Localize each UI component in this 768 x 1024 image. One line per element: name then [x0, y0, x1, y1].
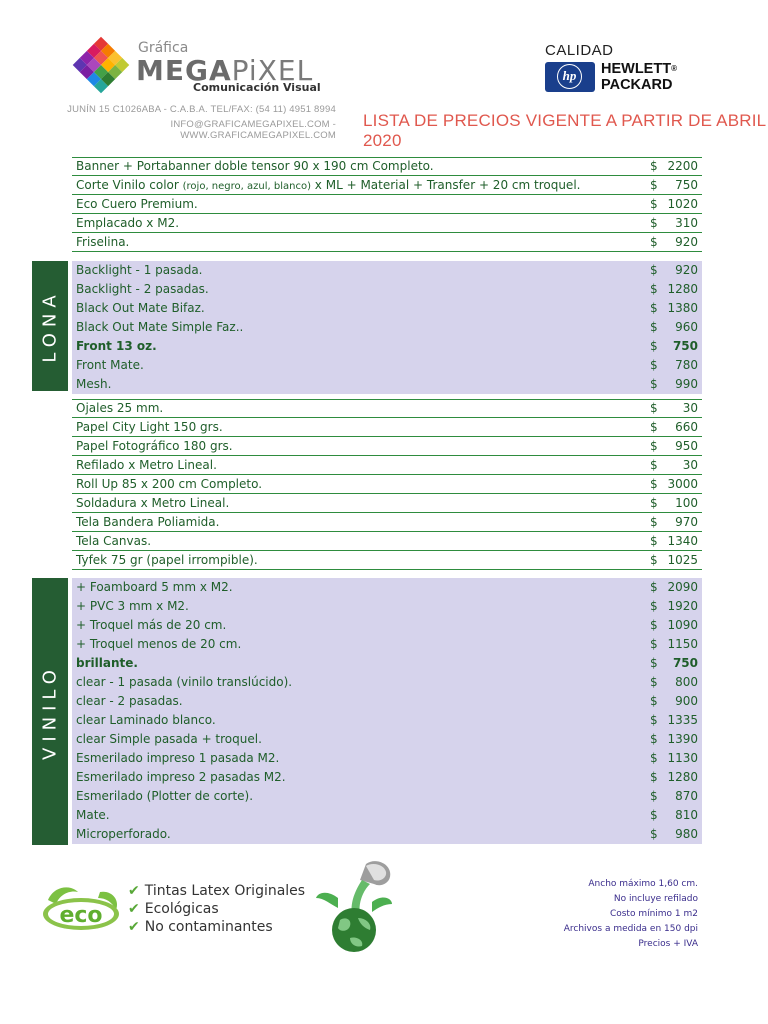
currency-symbol: $ — [650, 496, 658, 510]
item-label — [76, 496, 229, 510]
item-label — [76, 339, 157, 353]
currency-symbol: $ — [650, 827, 658, 841]
item-label-text: clear - 1 pasada (vinilo translúcido). — [76, 675, 293, 689]
item-label — [76, 235, 129, 249]
currency-symbol: $ — [650, 637, 658, 651]
currency-symbol: $ — [650, 789, 658, 803]
item-price: 2200 — [667, 159, 698, 173]
hp-badge-text: hp — [557, 64, 582, 89]
price-row — [72, 787, 702, 806]
item-label-text: Papel City Light 150 grs. — [76, 420, 223, 434]
currency-symbol: $ — [650, 770, 658, 784]
item-price: 1280 — [667, 282, 698, 296]
item-label — [76, 320, 243, 334]
price-list-title: LISTA DE PRECIOS VIGENTE A PARTIR DE ABRIL 2020 — [363, 111, 766, 150]
item-price: 1130 — [667, 751, 698, 765]
check-icon: ✔ — [128, 919, 140, 935]
price-row — [72, 261, 702, 280]
currency-symbol: $ — [650, 263, 658, 277]
hp-logo-icon — [545, 62, 595, 92]
item-price: 1025 — [667, 553, 698, 567]
item-label — [76, 515, 219, 529]
hp-registered: ® — [671, 64, 677, 73]
currency-symbol: $ — [650, 159, 658, 173]
item-price: 750 — [672, 656, 698, 670]
currency-symbol: $ — [650, 377, 658, 391]
item-label-text: Refilado x Metro Lineal. — [76, 458, 217, 472]
item-price: 970 — [675, 515, 698, 529]
item-label-text: Backlight - 2 pasadas. — [76, 282, 209, 296]
item-label — [76, 732, 262, 746]
item-price: 920 — [675, 263, 698, 277]
price-row — [72, 337, 702, 356]
currency-symbol: $ — [650, 178, 658, 192]
item-label — [76, 637, 241, 651]
item-label-text: Tela Bandera Poliamida. — [76, 515, 220, 529]
price-row — [72, 654, 702, 673]
item-price: 1090 — [667, 618, 698, 632]
item-price: 2090 — [667, 580, 698, 594]
currency-symbol: $ — [650, 216, 658, 230]
item-label — [76, 580, 233, 594]
item-price: 660 — [675, 420, 698, 434]
item-label-text: + Troquel menos de 20 cm. — [76, 637, 242, 651]
feature-item — [128, 918, 305, 936]
green-globe-icon — [314, 858, 394, 954]
price-row — [72, 437, 702, 456]
note-line: Costo mínimo 1 m2 — [609, 909, 698, 919]
note-line: Ancho máximo 1,60 cm. — [588, 879, 698, 889]
item-label-note: (rojo, negro, azul, blanco) — [182, 181, 311, 192]
price-row — [72, 768, 702, 787]
item-label-text: Corte Vinilo color — [76, 178, 183, 192]
item-label-text: Microperforado. — [76, 827, 171, 841]
price-row — [72, 494, 702, 513]
currency-symbol: $ — [650, 751, 658, 765]
item-price: 750 — [675, 178, 698, 192]
section-lona — [32, 261, 68, 391]
conditions-notes — [520, 877, 698, 952]
section-vinilo-label: VINILO — [39, 663, 61, 760]
item-label-text: Ojales 25 mm. — [76, 401, 164, 415]
item-price: 1390 — [667, 732, 698, 746]
logo-wordmark-bold: MEGA — [136, 54, 232, 87]
item-price: 990 — [675, 377, 698, 391]
price-row — [72, 375, 702, 394]
item-price: 1150 — [667, 637, 698, 651]
price-row — [72, 475, 702, 494]
item-label — [76, 618, 226, 632]
contact-line: INFO@GRAFICAMEGAPIXEL.COM - WWW.GRAFICAMEGAPIXEL.COM — [170, 119, 336, 141]
price-row — [72, 806, 702, 825]
item-label-text: + Foamboard 5 mm x M2. — [76, 580, 233, 594]
currency-symbol: $ — [650, 358, 658, 372]
item-label — [76, 713, 216, 727]
item-price: 900 — [675, 694, 698, 708]
item-price: 800 — [675, 675, 698, 689]
item-label — [76, 197, 198, 211]
price-row — [72, 692, 702, 711]
section-vinilo — [32, 578, 68, 845]
item-label — [76, 178, 580, 192]
check-icon: ✔ — [128, 883, 140, 899]
item-price: 30 — [682, 458, 698, 472]
hp-line1: HEWLETT — [601, 61, 672, 77]
currency-symbol: $ — [650, 534, 658, 548]
item-label — [76, 358, 144, 372]
currency-symbol: $ — [650, 732, 658, 746]
item-label-text: + PVC 3 mm x M2. — [76, 599, 189, 613]
currency-symbol: $ — [650, 808, 658, 822]
item-label — [76, 401, 163, 415]
item-label — [76, 159, 434, 173]
item-price: 1335 — [667, 713, 698, 727]
price-row — [72, 532, 702, 551]
logo-subtitle: Comunicación Visual — [193, 81, 321, 94]
section-lona-label: LONA — [39, 289, 61, 363]
currency-symbol: $ — [650, 656, 658, 670]
price-row — [72, 711, 702, 730]
currency-symbol: $ — [650, 477, 658, 491]
item-price: 780 — [675, 358, 698, 372]
item-label-text: Eco Cuero Premium. — [76, 197, 198, 211]
item-price: 810 — [675, 808, 698, 822]
item-label-text: clear Simple pasada + troquel. — [76, 732, 262, 746]
item-price: 1020 — [667, 197, 698, 211]
item-price: 960 — [675, 320, 698, 334]
item-label-text: Mate. — [76, 808, 110, 822]
note-line: Archivos a medida en 150 dpi — [563, 924, 698, 934]
eco-logo-icon — [40, 882, 122, 934]
note-line: No incluye refilado — [613, 894, 698, 904]
item-label — [76, 458, 217, 472]
price-row — [72, 399, 702, 418]
item-price: 310 — [675, 216, 698, 230]
logo-wordmark-light: PiXEL — [231, 54, 314, 87]
feature-text: Ecológicas — [144, 901, 219, 917]
item-label — [76, 301, 205, 315]
currency-symbol: $ — [650, 301, 658, 315]
item-label — [76, 534, 151, 548]
item-label — [76, 770, 286, 784]
calidad-label: CALIDAD — [545, 42, 614, 59]
price-row — [72, 749, 702, 768]
currency-symbol: $ — [650, 339, 658, 353]
currency-symbol: $ — [650, 675, 658, 689]
currency-symbol: $ — [650, 420, 658, 434]
currency-symbol: $ — [650, 515, 658, 529]
item-label — [76, 694, 183, 708]
megapixel-logo-icon — [72, 36, 130, 94]
currency-symbol: $ — [650, 458, 658, 472]
feature-item — [128, 900, 305, 918]
feature-item — [128, 882, 305, 900]
item-price: 30 — [682, 401, 698, 415]
item-label-text: Banner + Portabanner doble tensor 90 x 190 cm Completo. — [76, 159, 434, 173]
price-row — [72, 176, 702, 195]
item-price: 950 — [675, 439, 698, 453]
item-label — [76, 439, 233, 453]
price-row — [72, 635, 702, 654]
currency-symbol: $ — [650, 401, 658, 415]
price-row — [72, 456, 702, 475]
price-row — [72, 299, 702, 318]
item-label-text: Esmerilado impreso 2 pasadas M2. — [76, 770, 286, 784]
currency-symbol: $ — [650, 439, 658, 453]
item-price: 1920 — [667, 599, 698, 613]
currency-symbol: $ — [650, 694, 658, 708]
item-label-text: clear - 2 pasadas. — [76, 694, 183, 708]
item-price: 3000 — [667, 477, 698, 491]
price-row — [72, 551, 702, 570]
currency-symbol: $ — [650, 580, 658, 594]
item-label — [76, 420, 223, 434]
item-price: 920 — [675, 235, 698, 249]
item-price: 980 — [675, 827, 698, 841]
item-label — [76, 656, 138, 670]
price-row — [72, 233, 702, 252]
item-label-text: Black Out Mate Simple Faz.. — [76, 320, 244, 334]
item-label-text: Tyfek 75 gr (papel irrompible). — [76, 553, 258, 567]
item-label-text: Backlight - 1 pasada. — [76, 263, 203, 277]
address-line: JUNÍN 15 C1026ABA - C.A.B.A. TEL/FAX: (54 11) 4951 8994 — [67, 104, 336, 115]
item-label — [76, 751, 279, 765]
currency-symbol: $ — [650, 320, 658, 334]
currency-symbol: $ — [650, 197, 658, 211]
currency-symbol: $ — [650, 618, 658, 632]
item-label-text: Tela Canvas. — [76, 534, 152, 548]
price-row — [72, 356, 702, 375]
logo-grafica-text: Gráfica — [138, 40, 189, 56]
price-row — [72, 513, 702, 532]
item-label — [76, 599, 189, 613]
item-label-text: Roll Up 85 x 200 cm Completo. — [76, 477, 263, 491]
item-label — [76, 216, 179, 230]
item-label-text: Emplacado x M2. — [76, 216, 180, 230]
item-label — [76, 827, 171, 841]
note-line: Precios + IVA — [638, 939, 698, 949]
feature-text: No contaminantes — [144, 919, 273, 935]
check-icon: ✔ — [128, 901, 140, 917]
price-row — [72, 616, 702, 635]
currency-symbol: $ — [650, 599, 658, 613]
item-label — [76, 377, 111, 391]
price-row — [72, 195, 702, 214]
eco-logo-text: eco — [59, 903, 103, 928]
item-label-text: brillante. — [76, 656, 138, 670]
item-label — [76, 808, 110, 822]
currency-symbol: $ — [650, 282, 658, 296]
price-row — [72, 597, 702, 616]
item-label — [76, 789, 253, 803]
item-label-text: Front Mate. — [76, 358, 144, 372]
item-label-text: Esmerilado (Plotter de corte). — [76, 789, 254, 803]
item-label — [76, 263, 203, 277]
item-label-text: Soldadura x Metro Lineal. — [76, 496, 230, 510]
price-row — [72, 578, 702, 597]
item-price: 1380 — [667, 301, 698, 315]
item-label-text: + Troquel más de 20 cm. — [76, 618, 227, 632]
currency-symbol: $ — [650, 553, 658, 567]
item-label-text: clear Laminado blanco. — [76, 713, 216, 727]
currency-symbol: $ — [650, 713, 658, 727]
item-label-text: Papel Fotográfico 180 grs. — [76, 439, 233, 453]
item-label-text: Friselina. — [76, 235, 130, 249]
price-row — [72, 318, 702, 337]
feature-text: Tintas Latex Originales — [144, 883, 306, 899]
price-row — [72, 418, 702, 437]
features-list — [128, 882, 305, 936]
price-row — [72, 730, 702, 749]
price-row — [72, 825, 702, 844]
item-label-text: Esmerilado impreso 1 pasada M2. — [76, 751, 280, 765]
item-label-text-after: x ML + Material + Transfer + 20 cm troquel. — [310, 178, 581, 192]
item-label — [76, 477, 262, 491]
price-row — [72, 214, 702, 233]
price-row — [72, 673, 702, 692]
item-label-text: Mesh. — [76, 377, 112, 391]
price-row — [72, 157, 702, 176]
currency-symbol: $ — [650, 235, 658, 249]
item-label — [76, 282, 209, 296]
hp-wordmark — [601, 61, 677, 93]
item-price: 870 — [675, 789, 698, 803]
hp-line2: PACKARD — [601, 77, 673, 93]
item-price: 750 — [672, 339, 698, 353]
item-price: 1280 — [667, 770, 698, 784]
item-label — [76, 553, 258, 567]
item-label-text: Black Out Mate Bifaz. — [76, 301, 205, 315]
price-row — [72, 280, 702, 299]
item-price: 100 — [675, 496, 698, 510]
item-price: 1340 — [667, 534, 698, 548]
item-label — [76, 675, 292, 689]
item-label-text: Front 13 oz. — [76, 339, 157, 353]
